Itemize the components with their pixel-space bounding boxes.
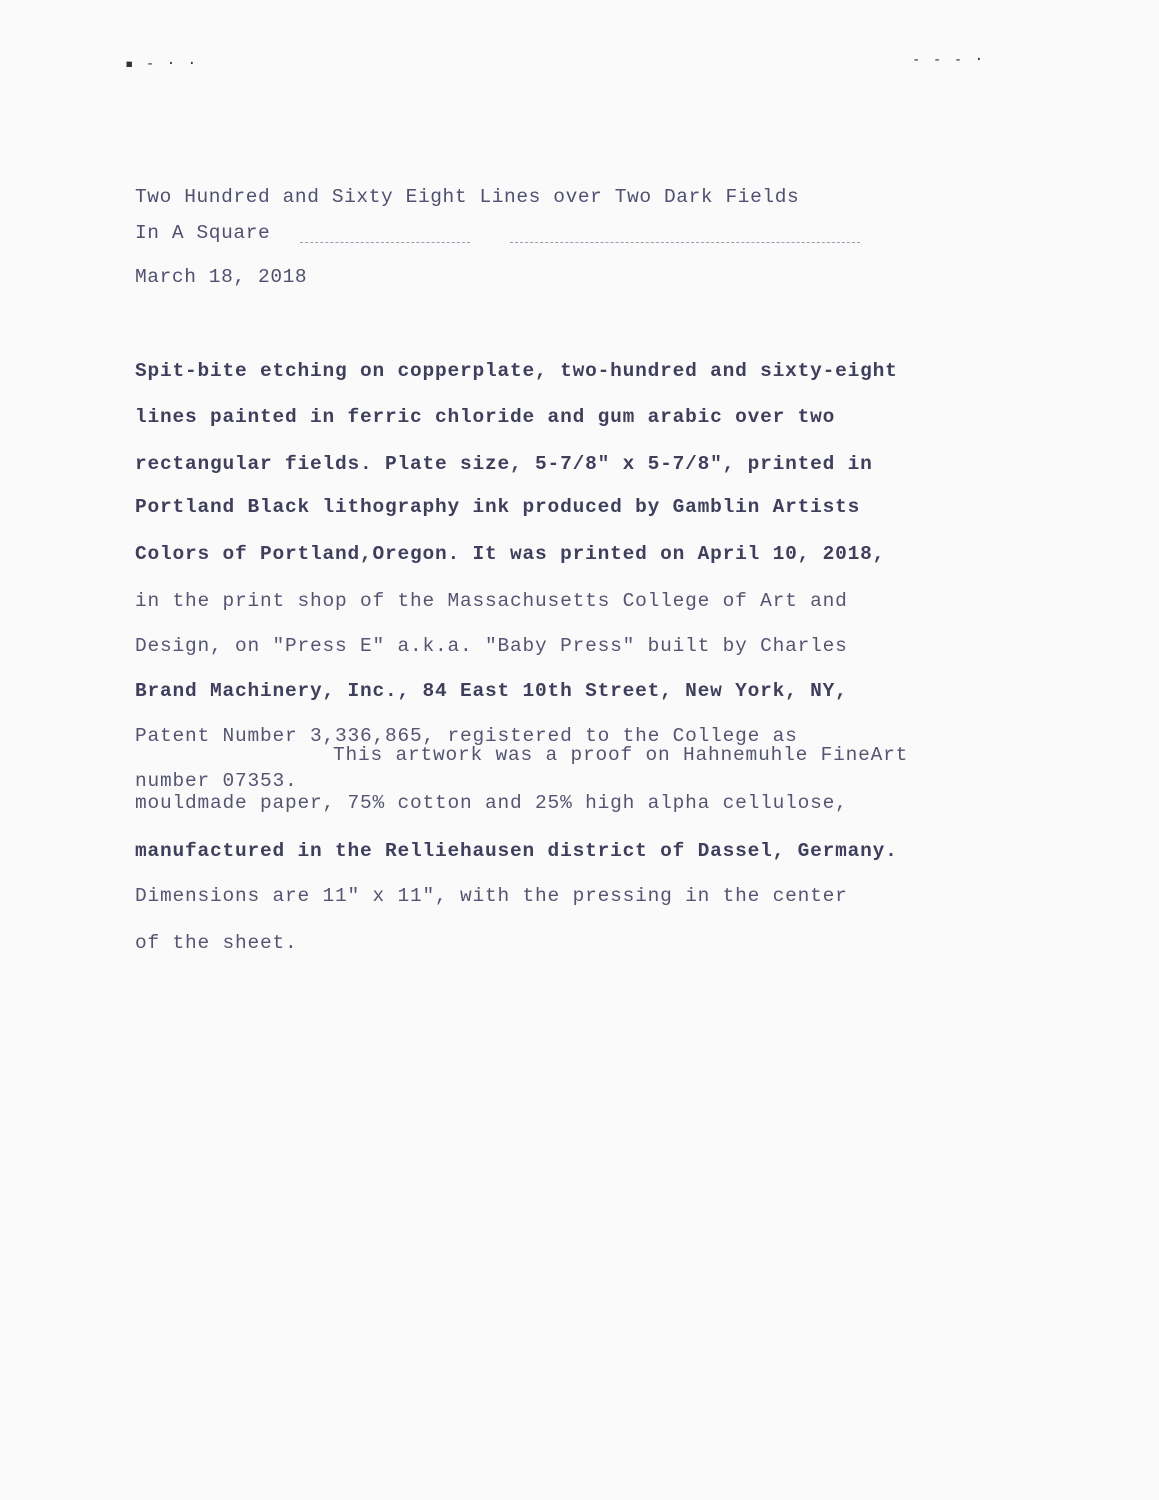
body-line: manufactured in the Relliehausen district of Dassel, Germany. [135,840,898,862]
body-line: Colors of Portland,Oregon. It was printed on April 10, 2018, [135,543,886,565]
body-line: number 07353. [135,770,298,792]
body-line-overstrike: This artwork was a proof on Hahnemuhle FineArt [333,744,909,766]
body-line: lines painted in ferric chloride and gum arabic over two [135,406,836,428]
dashed-rule [510,242,860,243]
punch-mark-right: - - - · [912,52,986,68]
body-line: Portland Black lithography ink produced by Gamblin Artists [135,496,861,518]
body-line: in the print shop of the Massachusetts College of Art and [135,590,848,612]
body-line: of the sheet. [135,932,298,954]
body-line: Dimensions are 11" x 11", with the pressing in the center [135,885,848,907]
body-line: mouldmade paper, 75% cotton and 25% high alpha cellulose, [135,792,848,814]
body-line: Patent Number 3,336,865, registered to the College as [135,725,798,747]
document-title: Two Hundred and Sixty Eight Lines over Two Dark Fields [135,186,800,208]
punch-mark-left: ▪ - · · [125,56,199,72]
document-date: March 18, 2018 [135,266,308,288]
body-line: Brand Machinery, Inc., 84 East 10th Street, New York, NY, [135,680,848,702]
document-subtitle: In A Square [135,222,271,244]
body-line: Spit-bite etching on copperplate, two-hundred and sixty-eight [135,360,898,382]
dashed-rule [300,242,470,243]
body-line: Design, on "Press E" a.k.a. "Baby Press" built by Charles [135,635,848,657]
body-line: rectangular fields. Plate size, 5-7/8" x 5-7/8", printed in [135,453,873,475]
